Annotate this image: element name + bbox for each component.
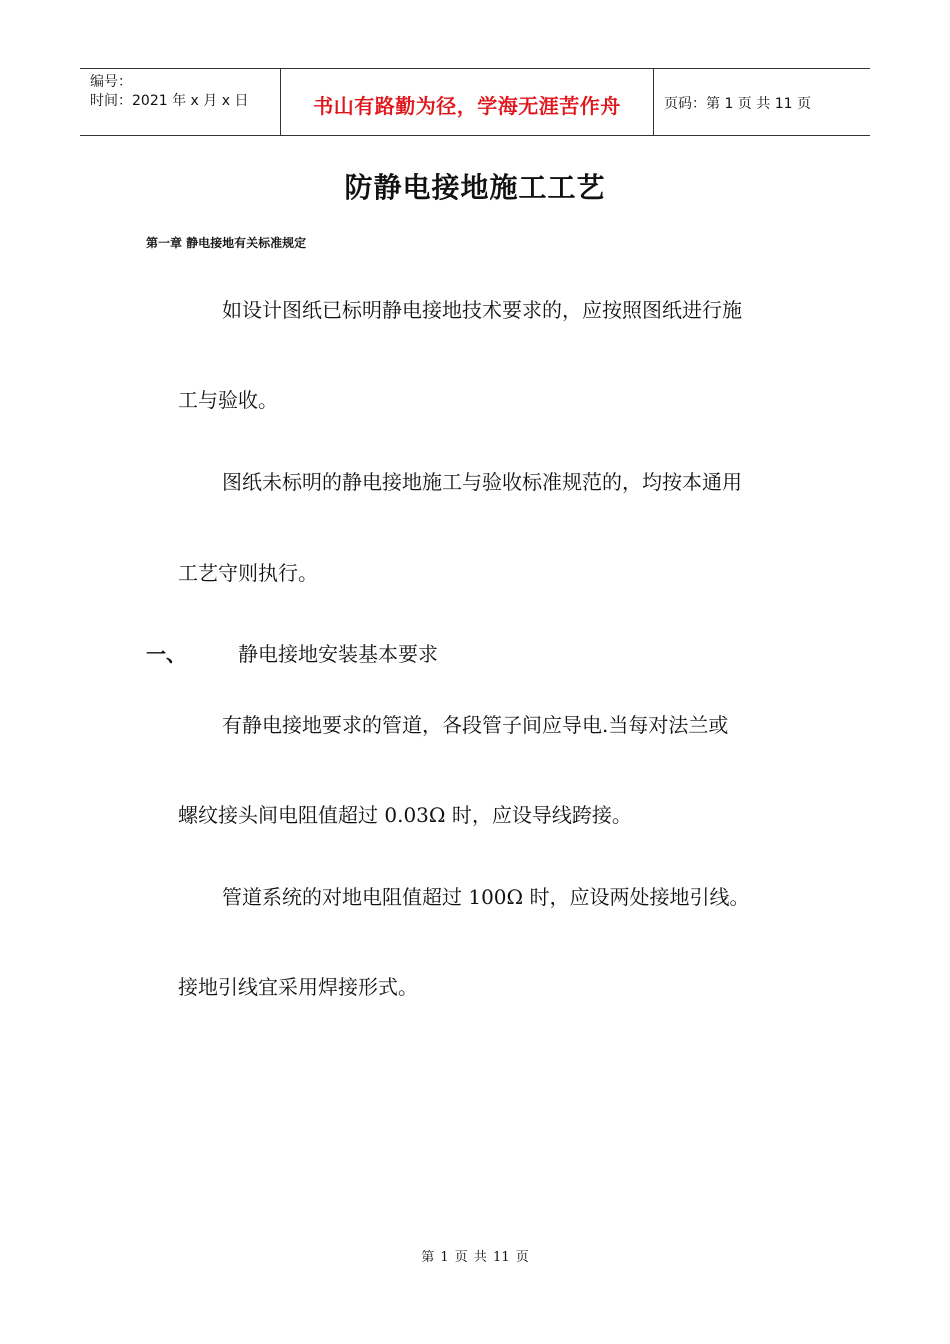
paragraph-line: 工与验收。 <box>178 388 278 412</box>
paragraph-line: 接地引线宜采用焊接形式。 <box>178 975 418 999</box>
header-meta-cell <box>80 69 281 135</box>
header-motto: 书山有路勤为径，学海无涯苦作舟 <box>281 69 654 135</box>
paragraph-line: 螺纹接头间电阻值超过 0.03Ω 时，应设导线跨接。 <box>178 803 632 827</box>
document-time-label: 时间：2021 年 x 月 x 日 <box>90 93 249 109</box>
paragraph-line: 工艺守则执行。 <box>178 561 318 585</box>
document-number-label: 编号： <box>90 74 132 90</box>
page-footer: 第 1 页 共 11 页 <box>421 1250 529 1265</box>
header-page-info: 页码：第 1 页 共 11 页 <box>664 96 811 112</box>
paragraph-line: 图纸未标明的静电接地施工与验收标准规范的，均按本通用 <box>222 470 742 494</box>
paragraph-line: 如设计图纸已标明静电接地技术要求的，应按照图纸进行施 <box>222 298 742 322</box>
section-title: 静电接地安装基本要求 <box>238 642 438 666</box>
paragraph-line: 管道系统的对地电阻值超过 100Ω 时，应设两处接地引线。 <box>222 885 750 909</box>
section-number: 一、 <box>146 642 186 666</box>
document-header <box>80 68 870 136</box>
paragraph-line: 有静电接地要求的管道，各段管子间应导电.当每对法兰或 <box>222 713 729 737</box>
document-title: 防静电接地施工工艺 <box>344 171 606 204</box>
chapter-heading: 第一章 静电接地有关标准规定 <box>146 236 307 250</box>
